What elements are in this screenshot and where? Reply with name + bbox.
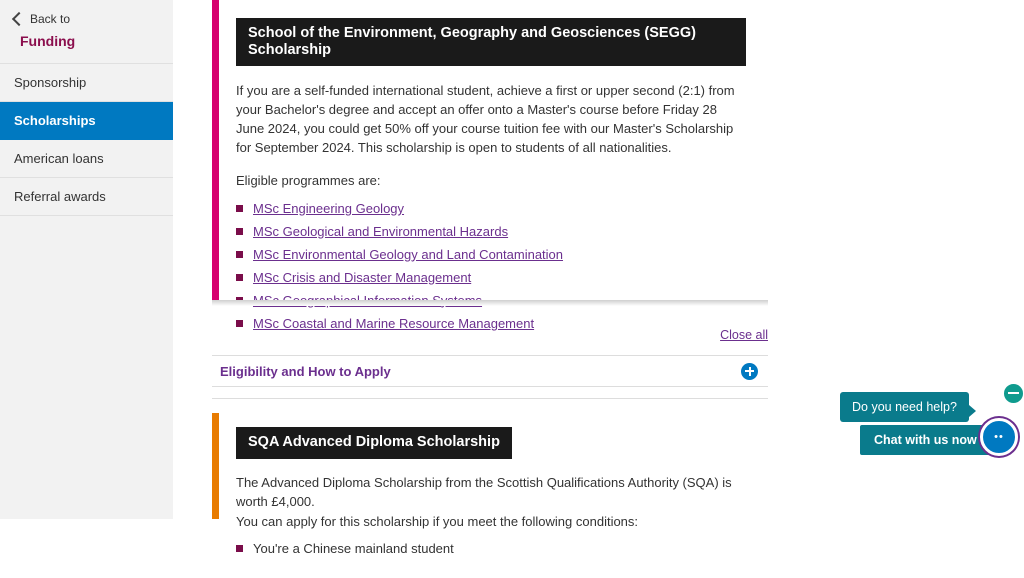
close-all-row <box>212 327 768 342</box>
plus-circle-icon[interactable] <box>741 363 758 380</box>
back-label: Back to <box>30 12 71 26</box>
sidebar-item-referral-awards[interactable]: Referral awards <box>0 178 173 216</box>
list-item <box>236 247 746 262</box>
list-item <box>236 224 746 239</box>
sidebar-item-scholarships[interactable]: Scholarships <box>0 102 173 140</box>
chat-avatar-icon[interactable] <box>980 418 1018 456</box>
panel-bottom-shadow <box>212 300 768 306</box>
chat-avatar-face: •• <box>994 431 1004 443</box>
panel-accent-bar <box>212 413 219 519</box>
list-item <box>236 541 746 556</box>
panel-paragraph-segg: If you are a self-funded international student, achieve a first or upper second (2:1) from your Bachelor's degree and accept an offer onto a Master's course before Friday 28 June 2024, you could get 50% off your course tuition fee with our Master's Scholarship for September 2024. This scholarship is open to students of all nationalities. <box>236 83 735 155</box>
scholarship-panel-segg <box>212 0 768 331</box>
sidebar-back-block[interactable] <box>0 0 173 64</box>
bullet-square-icon <box>236 545 243 552</box>
programme-link[interactable]: MSc Crisis and Disaster Management <box>253 269 472 285</box>
accordion-eligibility-how-to-apply[interactable] <box>212 355 768 387</box>
panel-heading-sqa: SQA Advanced Diploma Scholarship <box>236 427 512 459</box>
bullet-square-icon <box>236 228 243 235</box>
list-item <box>236 201 746 216</box>
back-link[interactable] <box>14 12 159 26</box>
panel-paragraph-sqa-line1: The Advanced Diploma Scholarship from the Scottish Qualifications Authority (SQA) is worth £4,000. <box>236 474 732 509</box>
bullet-square-icon <box>236 205 243 212</box>
panel-list-intro-segg: Eligible programmes are: <box>236 172 381 188</box>
sqa-conditions-list <box>236 541 746 556</box>
condition-text: You're a Chinese mainland student <box>253 541 454 557</box>
chat-help-bubble[interactable]: Do you need help? <box>840 392 969 422</box>
close-all-link[interactable]: Close all <box>720 328 768 342</box>
panel-paragraph-sqa-line2: You can apply for this scholarship if you meet the following conditions: <box>236 514 639 530</box>
panel-accent-bar <box>212 0 219 300</box>
programme-link[interactable]: MSc Environmental Geology and Land Contamination <box>253 246 564 262</box>
scholarship-panel-sqa <box>212 413 768 557</box>
list-item <box>236 270 746 285</box>
chevron-left-icon <box>12 11 26 25</box>
programme-link[interactable]: MSc Geological and Environmental Hazards <box>253 223 509 239</box>
accordion-label: Eligibility and How to Apply <box>220 363 391 379</box>
sidebar-section-title: Funding <box>20 33 76 49</box>
minimize-icon[interactable] <box>1003 383 1024 404</box>
sidebar <box>0 0 174 519</box>
sidebar-item-american-loans[interactable]: American loans <box>0 140 173 178</box>
bullet-square-icon <box>236 251 243 258</box>
panel-heading-segg: School of the Environment, Geography and Geosciences (SEGG) Scholarship <box>236 18 746 66</box>
programme-link[interactable]: MSc Engineering Geology <box>253 200 405 216</box>
bullet-square-icon <box>236 274 243 281</box>
section-divider <box>212 398 768 399</box>
chat-widget <box>838 383 1024 458</box>
sidebar-item-sponsorship[interactable]: Sponsorship <box>0 64 173 102</box>
eligible-programmes-list <box>236 201 746 331</box>
bullet-square-icon <box>236 320 243 327</box>
programme-link[interactable]: MSc Coastal and Marine Resource Management <box>253 315 535 331</box>
chat-with-us-button[interactable]: Chat with us now <box>860 425 1007 455</box>
